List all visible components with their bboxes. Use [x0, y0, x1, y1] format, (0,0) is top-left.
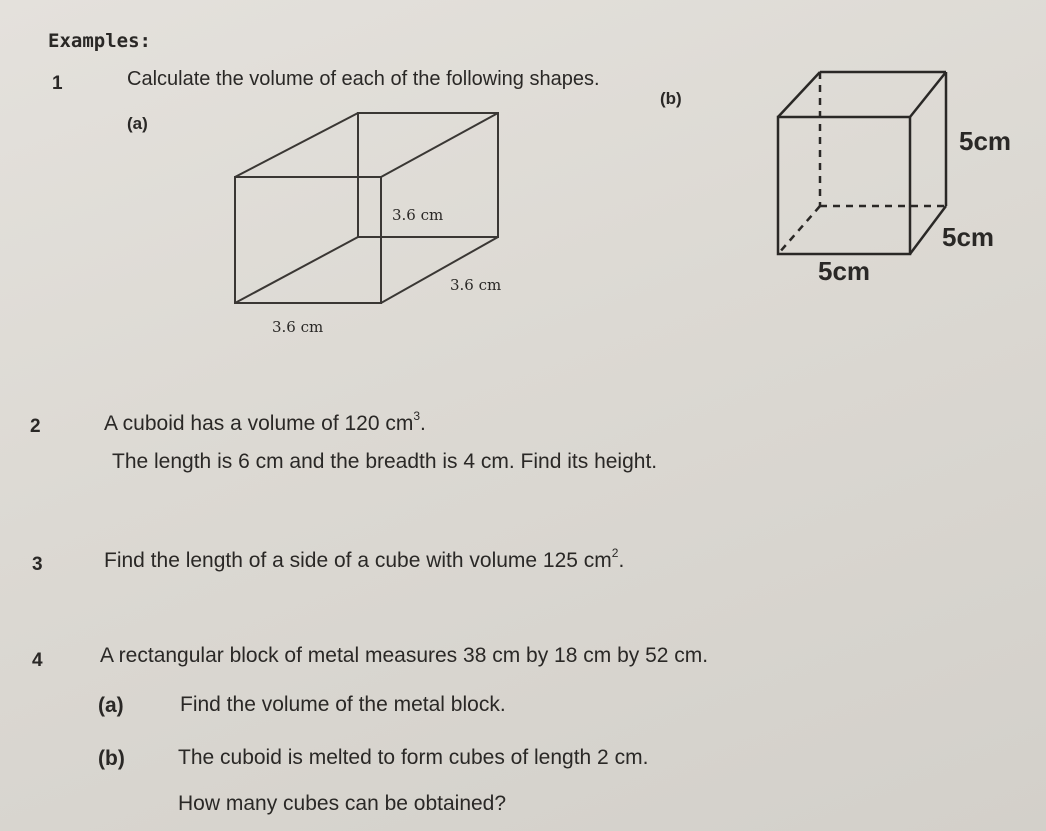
question-4a-text: Find the volume of the metal block. [180, 693, 506, 716]
question-2-number: 2 [30, 416, 41, 437]
question-4b-text-2: How many cubes can be obtained? [178, 792, 507, 815]
question-1-text: Calculate the volume of each of the following shapes. [127, 68, 600, 90]
question-3-text-end: . [618, 549, 625, 572]
question-1b-label: (b) [660, 89, 682, 108]
question-2-superscript: 3 [413, 409, 421, 423]
question-3-number: 3 [32, 554, 43, 575]
cube-b-edge-top-right [910, 72, 946, 117]
cube-b-width-label: 5cm [818, 256, 871, 286]
cube-b-edge-top-left [778, 72, 820, 117]
question-4-text: A rectangular block of metal measures 38 cm by 18 cm by 52 cm. [100, 644, 709, 667]
question-4-number: 4 [32, 650, 43, 671]
cube-b-hidden-diagonal [778, 206, 820, 254]
question-2-line-1-end: . [420, 412, 426, 435]
question-2-line-2: The length is 6 cm and the breadth is 4 cm. Find its height. [112, 450, 658, 473]
cube-a-width-label: 3.6 cm [272, 318, 324, 336]
question-3-superscript: 2 [611, 546, 619, 560]
question-3-text-main: Find the length of a side of a cube with volume 125 cm [104, 549, 612, 572]
question-2-line-1-text: A cuboid has a volume of 120 cm [104, 412, 414, 435]
cube-a-edge-top-left [235, 113, 358, 177]
question-1a-label: (a) [127, 114, 148, 133]
cube-b-edge-bottom-right [910, 206, 946, 254]
cube-a-depth-label: 3.6 cm [450, 276, 502, 294]
section-heading: Examples: [48, 30, 151, 52]
cube-a-edge-bottom-left [235, 237, 358, 303]
cube-a-edge-top-right [381, 113, 498, 177]
cube-a-height-label: 3.6 cm [392, 206, 444, 224]
cube-b-front-face [778, 117, 910, 254]
cube-b-depth-label: 5cm [942, 222, 995, 252]
question-3-text [104, 546, 625, 573]
question-2-line-1 [104, 409, 426, 436]
question-4b-label: (b) [98, 747, 125, 770]
cube-a-front-face [235, 177, 381, 303]
question-4b-text: The cuboid is melted to form cubes of length 2 cm. [178, 746, 649, 769]
question-4a-label: (a) [98, 694, 124, 717]
cube-b-height-label: 5cm [959, 126, 1012, 156]
question-1-number: 1 [52, 73, 63, 94]
